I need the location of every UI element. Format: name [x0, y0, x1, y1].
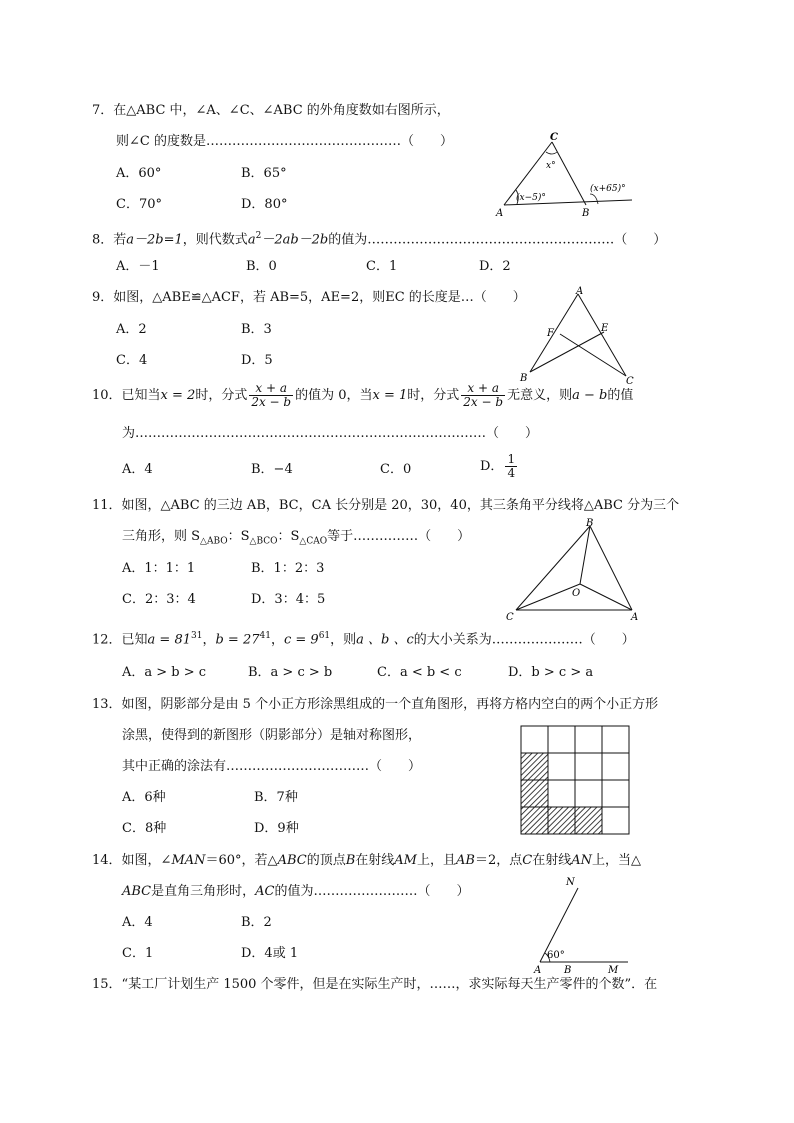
- q14-option-b: B．2: [241, 915, 272, 930]
- q10-text-6: 的值: [607, 388, 634, 403]
- q13-option-c: C．8种: [122, 821, 167, 836]
- q10-text-3: 的值为 0，当: [295, 388, 373, 403]
- q13-line1: 13．如图，阴影部分是由 5 个小正方形涂黑组成的一个直角图形，再将方格内空白的两个小正方形: [92, 697, 659, 712]
- q12-c: c = 9: [283, 632, 319, 648]
- q7-label-angle-b: (x+65)°: [590, 184, 626, 194]
- q9-label-f: F: [547, 328, 554, 339]
- q11-sep1: ：S: [227, 529, 250, 544]
- q12-text-3: 的大小关系为…………………（ ）: [413, 632, 635, 648]
- q13-option-d: D．9种: [254, 821, 299, 836]
- q10-fraction-2: $\frac{x + a}{2x - b}$: [463, 381, 504, 409]
- q12-text-1: 12．已知: [92, 632, 148, 648]
- q14-label-b: B: [564, 965, 572, 976]
- q9-option-c: C．4: [116, 353, 148, 368]
- q8-expr2-rest: －2ab－2b: [261, 232, 329, 248]
- q8-expr2-base: a: [247, 232, 256, 248]
- q9-line1: 9．如图，△ABE≌△ACF，若 AB=5，AE=2，则EC 的长度是…（ ）: [92, 290, 526, 305]
- q13-option-a: A．6种: [122, 790, 166, 805]
- shaded-cell: [575, 807, 602, 834]
- q10-option-b: B．−4: [251, 462, 293, 477]
- q11-text-post: 等于……………（ ）: [327, 529, 471, 544]
- q14-abc: ABC: [277, 853, 307, 868]
- q8-text-post: 的值为…………………………………………………（ ）: [328, 232, 667, 248]
- q7-line2: 则∠C 的度数是………………………………………（ ）: [116, 134, 453, 149]
- q14-text-d: 在射线: [355, 853, 395, 868]
- q14-text-e: 上，且: [417, 853, 457, 868]
- q7-line1: 7．在△ABC 中，∠A、∠C、∠ABC 的外角度数如右图所示，: [92, 103, 450, 118]
- q12-c-exp: 61: [318, 631, 331, 641]
- q8-option-d: D．2: [479, 259, 511, 274]
- shaded-cell: [548, 807, 575, 834]
- q11-sep2: ：S: [277, 529, 300, 544]
- q7-triangle-figure: [490, 128, 640, 220]
- shaded-cell: [521, 780, 548, 807]
- shaded-cell: [521, 807, 548, 834]
- q11-option-b: B．1：2：3: [251, 561, 325, 576]
- q14-angle-figure: [528, 870, 638, 976]
- q11-sub-abo: △ABO: [200, 536, 228, 547]
- q7-label-b: B: [582, 208, 590, 219]
- q14-label-angle: 60°: [547, 950, 565, 961]
- q10-option-d: [480, 452, 519, 482]
- q14-text-c: 的顶点: [306, 853, 346, 868]
- q12-a: a = 81: [147, 632, 191, 648]
- q15-line1: 15．“某工厂计划生产 1500 个零件，但是在实际生产时，……，求实际每天生产零件的个数”．在: [92, 977, 658, 992]
- q10-fraction-1: $\frac{x + a}{2x - b}$: [251, 381, 292, 409]
- q10-option-d-fraction: $\frac{1}{4}$: [507, 452, 516, 480]
- q9-label-a: A: [576, 286, 584, 297]
- q12-option-d: D．b > c > a: [508, 665, 594, 680]
- q14-ac: AC: [255, 884, 275, 899]
- q13-grid-figure: [520, 725, 632, 835]
- q10-text-4: 时，分式: [407, 388, 460, 403]
- q8-option-b: B．0: [246, 259, 277, 274]
- q14-text-g: 在射线: [532, 853, 572, 868]
- q8-option-c: C．1: [366, 259, 398, 274]
- q10-cond1: x = 2: [160, 388, 196, 403]
- q11-label-o: O: [572, 588, 581, 599]
- q10-text-2: 时，分式: [195, 388, 248, 403]
- q12-abc: a 、b 、c: [356, 632, 414, 648]
- q10-line1: [92, 381, 633, 411]
- q10-text-5: 无意义，则: [507, 388, 573, 403]
- q7-label-a: A: [496, 208, 504, 219]
- q9-triangle-figure: [510, 284, 640, 388]
- q11-label-c: C: [506, 612, 514, 623]
- q9-option-a: A．2: [116, 322, 147, 337]
- q7-label-angle-a: (x−5)°: [516, 193, 546, 203]
- q12-a-exp: 31: [191, 631, 203, 641]
- q9-label-e: E: [601, 323, 609, 334]
- q11-label-a: A: [631, 612, 639, 623]
- q10-option-a: A．4: [122, 462, 153, 477]
- q14-label-m: M: [608, 965, 619, 976]
- q8-text-pre: 8．若: [92, 232, 127, 248]
- q11-line1: 11．如图，△ABC 的三边 AB，BC，CA 长分别是 20，30，40，其三条角平分线将△ABC 分为三个: [92, 498, 680, 513]
- q12-line1: 12．已知$a = 81^{31}$，$b = 27^{41}$，$c = 9^{61}$，则a 、b 、c的大小关系为…………………（ ）: [92, 631, 635, 648]
- q14-ray-am: AM: [394, 853, 417, 868]
- q11-option-a: A．1：1：1: [122, 561, 196, 576]
- q12-text-2: ，则: [330, 632, 357, 648]
- q8-line1: 8．若a－2b=1，则代数式$a^2-2ab-2b$的值为…………………………………………………（ ）: [92, 231, 667, 248]
- q11-text-pre: 三角形，则 S: [122, 529, 201, 544]
- q14-line1: [92, 853, 641, 869]
- q14-text-h: 上，当△: [591, 853, 641, 868]
- q8-text-mid: ，则代数式: [182, 232, 248, 248]
- q12-b: b = 27: [215, 632, 260, 648]
- q9-option-b: B．3: [241, 322, 272, 337]
- q7-label-c: C: [550, 132, 558, 143]
- q13-line3: 其中正确的涂法有……………………………（ ）: [122, 759, 422, 774]
- q10-text-1: 10．已知当: [92, 388, 161, 403]
- q14-text-2c: 的值为……………………（ ）: [274, 884, 470, 899]
- shaded-cell: [521, 753, 548, 780]
- q10-line2: 为………………………………………………………………………（ ）: [122, 426, 539, 441]
- q14-line2: [122, 884, 470, 900]
- q14-point-b: B: [345, 853, 356, 868]
- q11-triangle-figure: [500, 514, 650, 626]
- q12-option-c: C．a < b < c: [377, 665, 462, 680]
- q14-text-f: ＝2，点: [474, 853, 523, 868]
- q11-option-d: D．3：4：5: [251, 592, 326, 607]
- q11-sub-cao: △CAO: [299, 536, 328, 547]
- q8-option-a: A．－1: [116, 259, 160, 274]
- q14-text-2b: 是直角三角形时，: [151, 884, 256, 899]
- q14-ab: AB: [456, 853, 475, 868]
- q14-label-n: N: [566, 877, 575, 888]
- q9-label-b: B: [520, 373, 528, 384]
- q7-option-b: B．65°: [241, 166, 287, 181]
- q14-option-c: C．1: [122, 946, 154, 961]
- q14-ray-an: AN: [571, 853, 592, 868]
- q11-line2: [122, 529, 470, 550]
- q7-option-a: A．60°: [116, 166, 162, 181]
- q10-option-c: C．0: [380, 462, 412, 477]
- q14-angle: ∠MAN: [160, 853, 206, 868]
- q7-label-angle-c: x°: [546, 161, 556, 171]
- q12-option-b: B．a > c > b: [248, 665, 333, 680]
- q11-sub-bco: △BCO: [249, 536, 278, 547]
- q9-option-d: D．5: [241, 353, 273, 368]
- q14-option-a: A．4: [122, 915, 153, 930]
- q7-option-c: C．70°: [116, 197, 162, 212]
- q11-option-c: C．2：3：4: [122, 592, 196, 607]
- q10-cond2: x = 1: [372, 388, 408, 403]
- q14-option-d: D．4或 1: [241, 946, 299, 961]
- q14-text-b: ＝60°，若△: [205, 853, 278, 868]
- q8-expr1: a－2b=1: [126, 232, 183, 248]
- q13-line2: 涂黑，使得到的新图形（阴影部分）是轴对称图形，: [122, 728, 422, 743]
- q14-text-a: 14．如图，: [92, 853, 161, 868]
- q12-b-exp: 41: [259, 631, 271, 641]
- q14-abc-2: ABC: [122, 884, 152, 899]
- q14-label-a: A: [534, 965, 542, 976]
- q11-label-b: B: [586, 518, 594, 529]
- q13-option-b: B．7种: [254, 790, 298, 805]
- q10-option-d-label: D．: [480, 459, 504, 474]
- q14-point-c: C: [522, 853, 533, 868]
- q7-option-d: D．80°: [241, 197, 288, 212]
- q9-label-c: C: [626, 376, 634, 387]
- q10-expr: a − b: [572, 388, 608, 403]
- q12-option-a: A．a > b > c: [122, 665, 207, 680]
